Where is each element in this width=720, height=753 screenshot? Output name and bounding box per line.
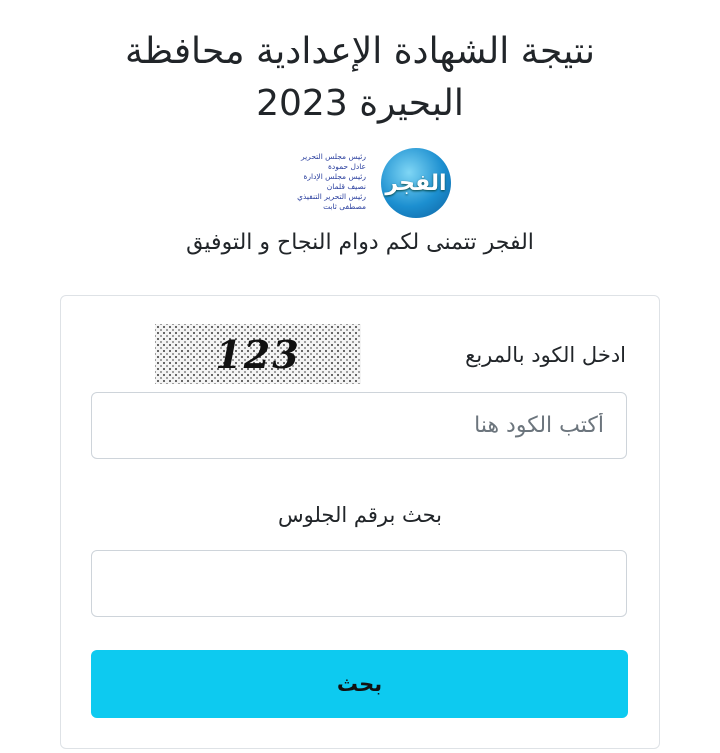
newspaper-logo-icon — [381, 148, 451, 218]
seat-number-input[interactable] — [91, 550, 627, 617]
logo-text: الفجر — [385, 170, 447, 196]
credit-line: عادل حمودة — [327, 162, 366, 171]
captcha-text: 123 — [215, 331, 301, 377]
seat-number-label: بحث برقم الجلوس — [277, 503, 443, 527]
credit-line: نصيف قلمان — [326, 182, 366, 191]
captcha-code-input[interactable] — [91, 392, 627, 459]
editorial-credits — [262, 152, 366, 212]
logo-area — [0, 148, 720, 220]
tagline: الفجر تتمنى لكم دوام النجاح و التوفيق — [186, 230, 534, 255]
search-button[interactable]: بحث — [91, 650, 628, 718]
credit-line: رئيس التحرير التنفيذي — [297, 192, 366, 201]
credit-line: رئيس مجلس الإدارة — [303, 172, 366, 181]
captcha-label: ادخل الكود بالمربع — [465, 343, 626, 367]
credit-line: رئيس مجلس التحرير — [300, 152, 366, 161]
credit-line: مصطفى ثابت — [323, 202, 366, 211]
captcha-image — [155, 324, 361, 384]
page-title: نتيجة الشهادة الإعدادية محافظة البحيرة 2023 — [125, 31, 595, 124]
